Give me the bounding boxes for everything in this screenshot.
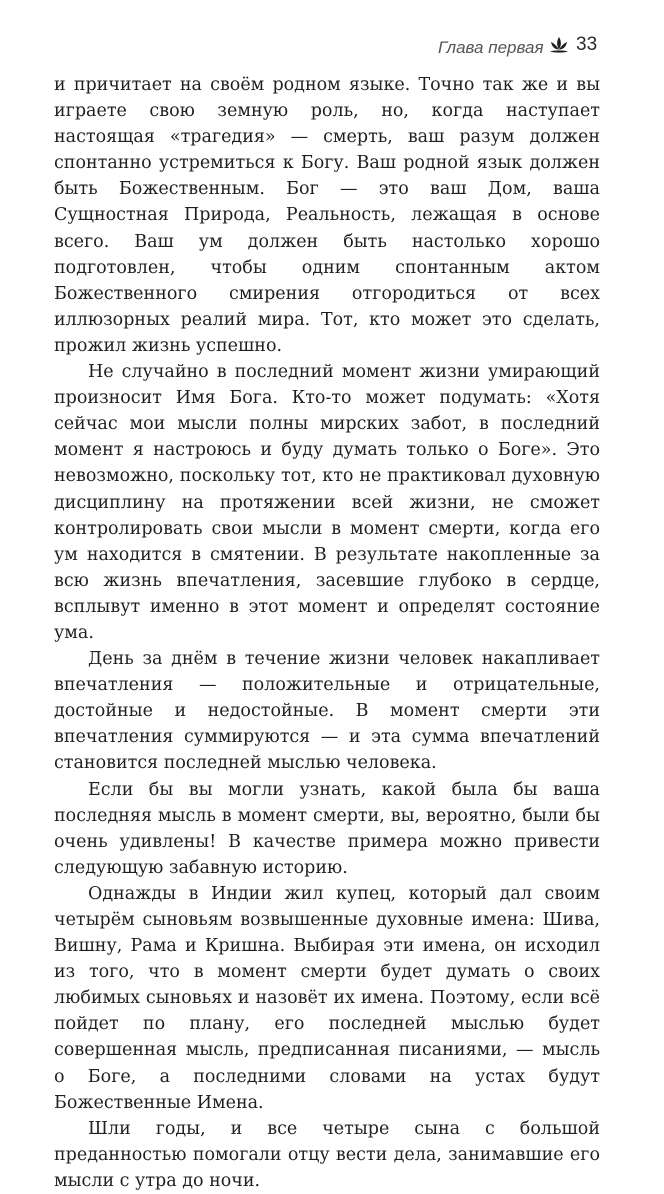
running-header — [0, 26, 664, 66]
paragraph: Шли годы, и все четыре сына с большой преданностью помогали отцу вести дела, занимавшие его мысли с утра до ночи. — [54, 1118, 600, 1191]
page-number: 33 — [576, 34, 598, 55]
paragraph: День за днём в течение жизни человек накапливает впечатления — положительные и отрицательные, достойные и недостойные. В момент смерти эти впечатления суммируются — и эта сумма впечатлений становится последней мыслью человека. — [54, 649, 600, 774]
paragraph-continued: и причитает на своём родном языке. Точно так же и вы играете свою земную роль, но, когда наступает настоящая «трагедия» — смерть, ваш разум должен спонтанно устремиться к Богу. Ваш родной язык должен быть Божественным. Бог — это ваш Дом, ваша Сущностная Природа, Реальность, лежащая в основе всего. Ваш ум должен быть настолько хорошо подготовлен, чтобы одним спонтанным актом Божественного смирения отгородиться от всех иллюзорных реалий мира. Тот, кто может это сделать, прожил жизнь успешно. — [54, 75, 600, 356]
chapter-title: Глава первая — [438, 38, 544, 57]
paragraph: Не случайно в последний момент жизни умирающий произносит Имя Бога. Кто-то может подумать: «Хотя сейчас мои мысли полны мирских забот, в последний момент я настроюсь и буду думать только о Боге». Это невозможно, поскольку тот, кто не практиковал духовную дисциплину на протяжении всей жизни, не сможет контролировать свои мысли в момент смерти, когда его ум находится в смятении. В результате накопленные за всю жизнь впечатления, засевшие глубоко в сердце, всплывут именно в этот момент и определят состояние ума. — [54, 362, 600, 643]
lotus-icon — [549, 36, 569, 54]
paragraph: Однажды в Индии жил купец, который дал своим четырём сыновьям возвышенные духовные имена: Шива, Вишну, Рама и Кришна. Выбирая эти имена, он исходил из того, что в момент смерти будет думать о своих любимых сыновьях и назовёт их имена. Поэтому, если всё пойдет по плану, его последней мыслью будет совершенная мысль, предписанная писаниями, — мысль о Боге, а последними словами на устах будут Божественные Имена. — [54, 883, 600, 1113]
body-text — [54, 72, 600, 1194]
paragraph: Если бы вы могли узнать, какой была бы ваша последняя мысль в момент смерти, вы, вероятно, были бы очень удивлены! В качестве примера можно привести следующую забавную историю. — [54, 779, 600, 878]
